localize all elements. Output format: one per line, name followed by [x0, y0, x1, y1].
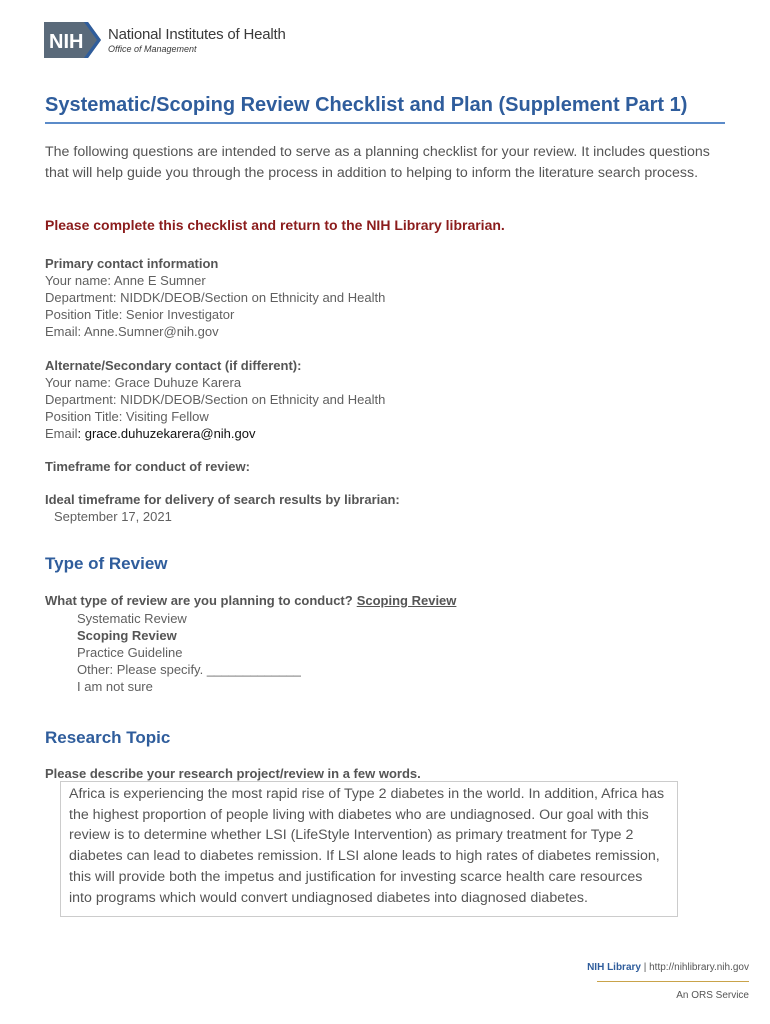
timeframe-delivery-value: September 17, 2021	[54, 509, 172, 524]
nih-logo	[44, 22, 286, 58]
secondary-email-value: : grace.duhuzekarera@nih.gov	[77, 426, 256, 441]
document-title: Systematic/Scoping Review Checklist and Plan (Supplement Part 1)	[45, 94, 688, 116]
timeframe-section	[45, 458, 400, 525]
office-name: Office of Management	[108, 43, 197, 54]
primary-contact-heading: Primary contact information	[45, 256, 219, 271]
review-type-options	[77, 610, 301, 695]
review-type-option[interactable]: Practice Guideline	[77, 645, 183, 660]
research-description-field[interactable]: Africa is experiencing the most rapid rise of Type 2 diabetes in the world. In addition, Africa has the highest proportion of people living with diabetes who are undiagnosed. Our goal with this review is to determine whether LSI (LifeStyle Intervention) as primary treatment for Type 2 diabetes can lead to diabetes remission. If LSI alone leads to high rates of diabetes remission, this will provide both the impetus and justification for investing scarce health care resources into programs which would convert undiagnosed diabetes into diagnosed diabetes.	[60, 781, 678, 917]
primary-email: Email: Anne.Sumner@nih.gov	[45, 324, 219, 339]
intro-paragraph: The following questions are intended to serve as a planning checklist for your review. It includes questions that will help guide you through the process in addition to helping to inform the literature search process.	[45, 144, 710, 181]
review-type-option[interactable]: Scoping Review	[77, 628, 177, 643]
footer-separator: |	[640, 962, 650, 973]
primary-position: Position Title: Senior Investigator	[45, 307, 235, 322]
review-type-question	[45, 593, 456, 608]
secondary-email	[45, 425, 385, 442]
completion-notice: Please complete this checklist and return to the NIH Library librarian.	[45, 217, 505, 233]
secondary-name: Your name: Grace Duhuze Karera	[45, 375, 242, 390]
primary-name: Your name: Anne E Sumner	[45, 273, 206, 288]
footer-divider	[597, 981, 749, 982]
research-topic-heading: Research Topic	[45, 728, 171, 747]
research-topic-question: Please describe your research project/review in a few words.	[45, 766, 421, 781]
review-type-answer: Scoping Review	[356, 593, 457, 608]
secondary-department: Department: NIDDK/DEOB/Section on Ethnicity and Health	[45, 392, 386, 407]
footer	[587, 962, 749, 1001]
title-divider	[45, 122, 725, 124]
org-name: National Institutes of Health	[108, 25, 286, 43]
secondary-position: Position Title: Visiting Fellow	[45, 409, 209, 424]
review-type-option[interactable]: I am not sure	[77, 679, 153, 694]
timeframe-delivery-label: Ideal timeframe for delivery of search results by librarian:	[45, 492, 400, 507]
review-type-option[interactable]: Other: Please specify. _____________	[77, 662, 301, 677]
type-of-review-heading: Type of Review	[45, 554, 168, 573]
review-type-option[interactable]: Systematic Review	[77, 611, 187, 626]
primary-contact-section	[45, 255, 385, 340]
logo-mark-text: NIH	[49, 31, 84, 53]
footer-library-link[interactable]: NIH Library	[587, 962, 641, 973]
nih-logo-mark	[44, 22, 102, 58]
footer-url[interactable]: http://nihlibrary.nih.gov	[649, 962, 749, 973]
secondary-contact-section	[45, 357, 385, 442]
secondary-contact-heading: Alternate/Secondary contact (if different):	[45, 358, 302, 373]
footer-service: An ORS Service	[676, 990, 749, 1001]
timeframe-conduct-label: Timeframe for conduct of review:	[45, 459, 250, 474]
secondary-email-label: Email	[45, 426, 78, 441]
primary-department: Department: NIDDK/DEOB/Section on Ethnicity and Health	[45, 290, 386, 305]
review-type-question-text: What type of review are you planning to conduct?	[45, 593, 353, 608]
